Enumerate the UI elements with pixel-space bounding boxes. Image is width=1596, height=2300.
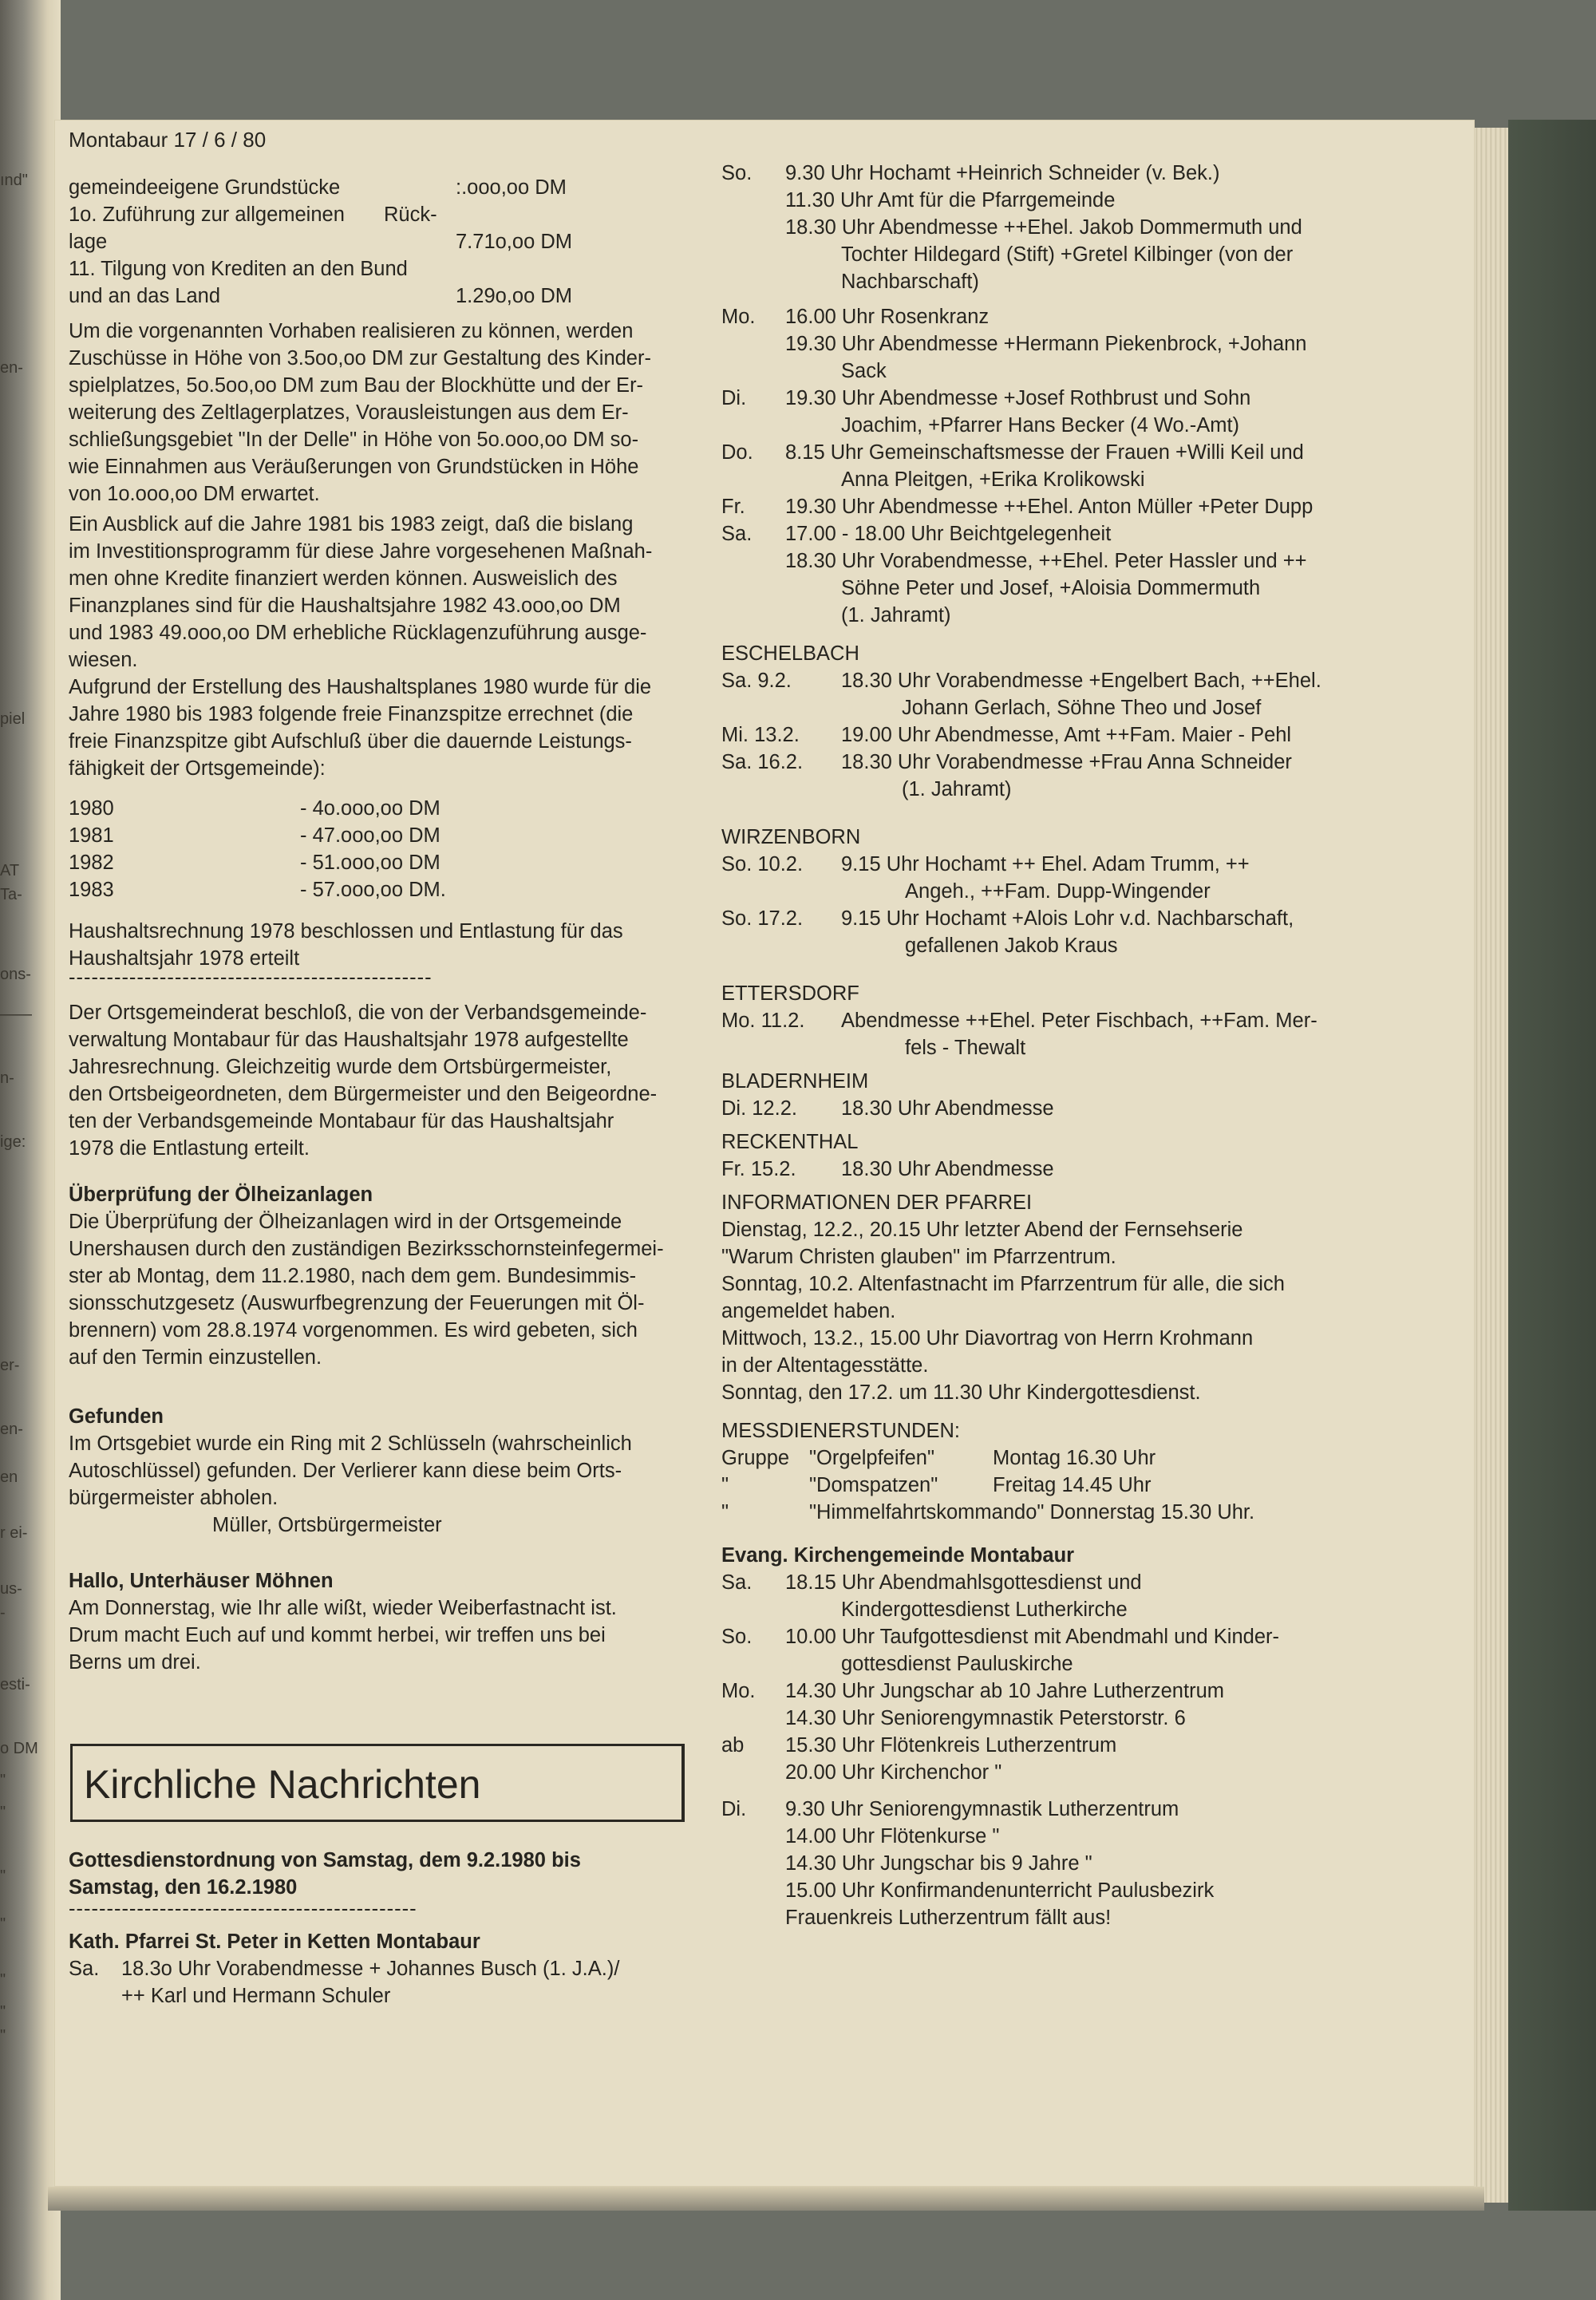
service-line-cell: 14.00 Uhr Flötenkurse " <box>785 1825 1000 1848</box>
budget-line <box>69 174 707 201</box>
mass-line-cell: (1. Jahramt) <box>902 778 1012 800</box>
finanz-row <box>69 822 707 849</box>
mass-line <box>721 412 1456 439</box>
group-row <box>721 1472 1456 1499</box>
mass-line-cell: 19.00 Uhr Abendmesse, Amt ++Fam. Maier - Pehl <box>841 724 1292 746</box>
finanz-row-cell: 1981 <box>69 824 114 847</box>
service-line <box>721 1850 1456 1877</box>
mass-line-cell: So. <box>721 162 753 184</box>
mass-line-cell: Mi. 13.2. <box>721 724 800 746</box>
group-row-cell: Montag 16.30 Uhr <box>993 1447 1156 1469</box>
prev-page-fragment: ige: <box>0 1133 26 1151</box>
prev-page-fragment: " <box>0 2027 6 2045</box>
service-line-cell: 14.30 Uhr Jungschar bis 9 Jahre " <box>785 1852 1092 1875</box>
section-heading-bold: Gefunden <box>69 1405 164 1428</box>
mass-line-cell: Joachim, +Pfarrer Hans Becker (4 Wo.-Amt) <box>841 414 1240 437</box>
group-row-cell: Freitag 14.45 Uhr <box>993 1474 1152 1496</box>
prev-page-fragment: o DM <box>0 1740 38 1757</box>
text-line: Drum macht Euch auf und kommt herbei, wir treffen uns bei <box>69 1624 606 1646</box>
prev-page-fragment: " <box>0 1867 6 1885</box>
mass-line <box>721 667 1456 694</box>
service-line <box>721 1569 1456 1596</box>
text-line: Dienstag, 12.2., 20.15 Uhr letzter Abend der Fernsehserie <box>721 1219 1243 1241</box>
mass-line <box>721 1095 1456 1122</box>
finanz-row-cell: - 47.ooo,oo DM <box>300 824 440 847</box>
text-line: Jahre 1980 bis 1983 folgende freie Finanzspitze errechnet (die <box>69 703 634 725</box>
finanz-row-cell: 1983 <box>69 879 114 901</box>
prev-page-fragment: AT <box>0 862 20 879</box>
mass-line <box>721 905 1456 932</box>
budget-line-cell: 11. Tilgung von Krediten an den Bund <box>69 258 408 280</box>
prev-page-fragment: en- <box>0 1421 23 1438</box>
service-line-cell: ab <box>721 1734 745 1757</box>
prev-page-fragment: en <box>0 1468 18 1486</box>
section-box <box>70 1744 685 1822</box>
text-line: Zuschüsse in Höhe von 3.5oo,oo DM zur Gestaltung des Kinder- <box>69 347 651 370</box>
mass-line-cell: 8.15 Uhr Gemeinschaftsmesse der Frauen +Willi Keil und <box>785 441 1304 464</box>
service-line-cell: 18.15 Uhr Abendmahlsgottesdienst und <box>785 1571 1142 1594</box>
service-line <box>721 1678 1456 1705</box>
mass-line <box>721 1007 1456 1034</box>
budget-line <box>69 201 707 228</box>
service-line-cell: 10.00 Uhr Taufgottesdienst mit Abendmahl und Kinder- <box>785 1626 1279 1648</box>
mass-line-cell: Do. <box>721 441 753 464</box>
group-row <box>721 1499 1456 1526</box>
service-line-cell: Frauenkreis Lutherzentrum fällt aus! <box>785 1907 1112 1929</box>
parish-title: Kath. Pfarrei St. Peter in Ketten Montabaur <box>69 1930 480 1953</box>
village-heading: BLADERNHEIM <box>721 1070 869 1093</box>
mass-line-cell: Mo. <box>721 306 756 328</box>
text-line: Mittwoch, 13.2., 15.00 Uhr Diavortrag von Herrn Krohmann <box>721 1327 1254 1350</box>
prev-page-fragment: —— <box>0 1006 32 1023</box>
text-line: ster ab Montag, dem 11.2.1980, nach dem gem. Bundesimmis- <box>69 1265 637 1287</box>
mass-line <box>721 268 1456 295</box>
text-line: Berns um drei. <box>69 1651 201 1674</box>
mass-line <box>721 878 1456 905</box>
mass-line-cell: Sa. 9.2. <box>721 670 792 692</box>
service-line-cell: Kindergottesdienst Lutherkirche <box>841 1599 1128 1621</box>
budget-line-cell: 7.71o,oo DM <box>456 231 573 253</box>
text-line: Autoschlüssel) gefunden. Der Verlierer kann diese beim Orts- <box>69 1460 622 1482</box>
mass-line-cell: Di. <box>721 387 747 409</box>
mass-line-cell: 17.00 - 18.00 Uhr Beichtgelegenheit <box>785 523 1112 545</box>
text-line: bürgermeister abholen. <box>69 1487 279 1509</box>
mass-line <box>721 303 1456 330</box>
text-line: sionsschutzgesetz (Auswurfbegrenzung der Feuerungen mit Öl- <box>69 1292 645 1314</box>
mass-line <box>721 1034 1456 1061</box>
group-row-cell: Gruppe <box>721 1447 790 1469</box>
service-line-cell: Mo. <box>721 1680 756 1702</box>
mass-line <box>721 547 1456 575</box>
section-heading-bold: Hallo, Unterhäuser Möhnen <box>69 1570 334 1592</box>
prev-page-fragment: us- <box>0 1580 22 1598</box>
mass-line-cell: 18.30 Uhr Vorabendmesse +Frau Anna Schneider <box>841 751 1292 773</box>
service-line <box>721 1650 1456 1678</box>
prev-page-fragment: er- <box>0 1357 20 1374</box>
mass-line-cell: 19.30 Uhr Abendmesse +Hermann Piekenbrock, +Johann <box>785 333 1307 355</box>
mass-line-cell: Sa. <box>721 523 753 545</box>
mass-line <box>69 1955 707 1982</box>
mass-line-cell: 11.30 Uhr Amt für die Pfarrgemeinde <box>785 189 1116 211</box>
service-line-cell: gottesdienst Pauluskirche <box>841 1653 1073 1675</box>
finanz-row-cell: - 51.ooo,oo DM <box>300 852 440 874</box>
prev-page-fragment: " <box>0 2003 6 2021</box>
text-line: ten der Verbandsgemeinde Montabaur für das Haushaltsjahr <box>69 1110 614 1132</box>
prev-page-fragment: " <box>0 1772 6 1789</box>
text-line: Unershausen durch den zuständigen Bezirksschornsteinfegermei- <box>69 1238 664 1260</box>
mass-line <box>721 330 1456 358</box>
mass-line <box>721 776 1456 803</box>
mass-line-cell: 18.30 Uhr Abendmesse <box>841 1158 1054 1180</box>
section-box-title: Kirchliche Nachrichten <box>84 1762 481 1807</box>
budget-line <box>69 255 707 283</box>
mass-line-cell: gefallenen Jakob Kraus <box>905 935 1118 957</box>
text-line: in der Altentagesstätte. <box>721 1354 929 1377</box>
service-line-cell: So. <box>721 1626 753 1648</box>
mass-line <box>721 575 1456 602</box>
mass-line-cell: Tochter Hildegard (Stift) +Gretel Kilbinger (von der <box>841 243 1294 266</box>
budget-line-cell: lage <box>69 231 108 253</box>
finanz-row <box>69 849 707 876</box>
section-heading-bold: Überprüfung der Ölheizanlagen <box>69 1184 373 1206</box>
mass-line-cell: So. 10.2. <box>721 853 804 875</box>
left-column-church <box>69 1847 707 2010</box>
budget-line-cell: Rück- <box>384 204 437 226</box>
service-line-cell: 14.30 Uhr Seniorengymnastik Peterstorstr. 6 <box>785 1707 1186 1729</box>
mass-line <box>721 241 1456 268</box>
prev-page-fragment: ons- <box>0 966 31 983</box>
section-heading: MESSDIENERSTUNDEN: <box>721 1420 960 1442</box>
prev-page-fragment: " <box>0 1971 6 1989</box>
text-line: den Ortsbeigeordneten, dem Bürgermeister und den Beigeordne- <box>69 1083 658 1105</box>
section-heading: Haushaltsrechnung 1978 beschlossen und Entlastung für das <box>69 920 623 943</box>
finanz-row <box>69 876 707 903</box>
text-line: brennern) vom 28.8.1974 vorgenommen. Es wird gebeten, sich <box>69 1319 638 1342</box>
text-line: Am Donnerstag, wie Ihr alle wißt, wieder Weiberfastnacht ist. <box>69 1597 617 1619</box>
budget-line-cell: gemeindeeigene Grundstücke <box>69 176 341 199</box>
service-line-cell: Sa. <box>721 1571 753 1594</box>
schedule-title: Samstag, den 16.2.1980 <box>69 1876 298 1899</box>
service-line-cell: 15.00 Uhr Konfirmandenunterricht Paulusbezirk <box>785 1879 1215 1902</box>
left-column <box>69 174 707 1676</box>
mass-line-cell: Johann Gerlach, Söhne Theo und Josef <box>902 697 1262 719</box>
mass-line-cell: 18.3o Uhr Vorabendmesse + Johannes Busch (1. J.A.)/ <box>121 1958 620 1980</box>
mass-line <box>721 694 1456 721</box>
prev-page-fragment: n- <box>0 1069 14 1087</box>
service-line <box>721 1759 1456 1786</box>
prev-page-fragment: piel <box>0 710 26 728</box>
mass-line <box>721 602 1456 629</box>
page-header: Montabaur 17 / 6 / 80 <box>69 128 267 152</box>
mass-line-cell: 18.30 Uhr Abendmesse ++Ehel. Jakob Dommermuth und <box>785 216 1302 239</box>
mass-line-cell: fels - Thewalt <box>905 1037 1026 1059</box>
service-line <box>721 1823 1456 1850</box>
text-line: Im Ortsgebiet wurde ein Ring mit 2 Schlüsseln (wahrscheinlich <box>69 1433 632 1455</box>
mass-line <box>721 493 1456 520</box>
group-row-cell: "Domspatzen" <box>809 1474 938 1496</box>
text-line: spielplatzes, 5o.5oo,oo DM zum Bau der Blockhütte und der Er- <box>69 374 644 397</box>
mass-line <box>721 385 1456 412</box>
prev-page-fragment: " <box>0 1915 6 1933</box>
mass-line <box>721 466 1456 493</box>
text-line: Der Ortsgemeinderat beschloß, die von der Verbandsgemeinde- <box>69 1002 647 1024</box>
mass-line-cell: Angeh., ++Fam. Dupp-Wingender <box>905 880 1211 903</box>
text-line: Sonntag, den 17.2. um 11.30 Uhr Kindergottesdienst. <box>721 1381 1201 1404</box>
mass-line-cell: (1. Jahramt) <box>841 604 951 626</box>
dashed-rule: ------------------------------------------------ <box>69 966 433 989</box>
text-line: wie Einnahmen aus Veräußerungen von Grundstücken in Höhe <box>69 456 639 478</box>
budget-line-cell: :.ooo,oo DM <box>456 176 567 199</box>
page-bottom-edge <box>48 2187 1484 2211</box>
village-heading: RECKENTHAL <box>721 1131 859 1153</box>
finanz-row-cell: 1982 <box>69 852 114 874</box>
text-line: 1978 die Entlastung erteilt. <box>69 1137 310 1160</box>
mass-line-cell: Sa. <box>69 1958 100 1980</box>
parish-title: Evang. Kirchengemeinde Montabaur <box>721 1544 1075 1567</box>
mass-line-cell: 16.00 Uhr Rosenkranz <box>785 306 990 328</box>
village-heading: ESCHELBACH <box>721 642 859 665</box>
mass-line <box>69 1982 707 2010</box>
mass-line <box>721 721 1456 749</box>
text-line: im Investitionsprogramm für diese Jahre vorgesehenen Maßnah- <box>69 540 653 563</box>
mass-line <box>721 749 1456 776</box>
service-line-cell: 9.30 Uhr Seniorengymnastik Lutherzentrum <box>785 1798 1179 1820</box>
group-row-cell: " <box>721 1501 729 1523</box>
group-row-cell: " <box>721 1474 729 1496</box>
finanz-row-cell: - 57.ooo,oo DM. <box>300 879 446 901</box>
service-line <box>721 1596 1456 1623</box>
service-line <box>721 1705 1456 1732</box>
text-line: weiterung des Zeltlagerplatzes, Vorausleistungen aus dem Er- <box>69 401 629 424</box>
text-line: Finanzplanes sind für die Haushaltsjahre 1982 43.ooo,oo DM <box>69 595 621 617</box>
budget-line-cell: 1.29o,oo DM <box>456 285 573 307</box>
group-row <box>721 1444 1456 1472</box>
prev-page-fragment: - <box>0 1604 6 1622</box>
mass-line-cell: 19.30 Uhr Abendmesse ++Ehel. Anton Müller +Peter Dupp <box>785 496 1314 518</box>
service-line <box>721 1732 1456 1759</box>
prev-page-fragment: " <box>0 1804 6 1821</box>
group-row-cell: "Orgelpfeifen" <box>809 1447 935 1469</box>
service-line <box>721 1796 1456 1823</box>
text-line: wiesen. <box>69 649 138 671</box>
service-line-cell: Di. <box>721 1798 747 1820</box>
right-column <box>721 160 1456 1931</box>
previous-page-edge <box>0 112 61 2155</box>
mass-line-cell: Fr. <box>721 496 745 518</box>
text-line: Ein Ausblick auf die Jahre 1981 bis 1983 zeigt, daß die bislang <box>69 513 634 535</box>
text-line: Um die vorgenannten Vorhaben realisieren zu können, werden <box>69 320 634 342</box>
text-line: Sonntag, 10.2. Altenfastnacht im Pfarrzentrum für alle, die sich <box>721 1273 1285 1295</box>
text-line: Die Überprüfung der Ölheizanlagen wird in der Ortsgemeinde <box>69 1211 622 1233</box>
finanz-row-cell: 1980 <box>69 797 114 820</box>
text-line: schließungsgebiet "In der Delle" in Höhe von 5o.ooo,oo DM so- <box>69 429 639 451</box>
mass-line-cell: Di. 12.2. <box>721 1097 797 1120</box>
mass-line-cell: 19.30 Uhr Abendmesse +Josef Rothbrust und Sohn <box>785 387 1251 409</box>
text-line: "Warum Christen glauben" im Pfarrzentrum. <box>721 1246 1116 1268</box>
mass-line-cell: Söhne Peter und Josef, +Aloisia Dommermuth <box>841 577 1261 599</box>
mass-line <box>721 358 1456 385</box>
prev-page-fragment: esti- <box>0 1676 30 1693</box>
text-line: verwaltung Montabaur für das Haushaltsjahr 1978 aufgestellte <box>69 1029 629 1051</box>
mass-line-cell: Sa. 16.2. <box>721 751 804 773</box>
mass-line-cell: 18.30 Uhr Vorabendmesse, ++Ehel. Peter Hassler und ++ <box>785 550 1307 572</box>
budget-line <box>69 283 707 310</box>
mass-line-cell: Abendmesse ++Ehel. Peter Fischbach, ++Fam. Mer- <box>841 1010 1317 1032</box>
mass-line-cell: 18.30 Uhr Abendmesse <box>841 1097 1054 1120</box>
mass-line <box>721 439 1456 466</box>
mass-line-cell: 18.30 Uhr Vorabendmesse +Engelbert Bach, ++Ehel. <box>841 670 1321 692</box>
service-line-cell: 14.30 Uhr Jungschar ab 10 Jahre Lutherzentrum <box>785 1680 1224 1702</box>
mass-line-cell: Anna Pleitgen, +Erika Krolikowski <box>841 468 1145 491</box>
mass-line-cell: So. 17.2. <box>721 907 804 930</box>
text-line: freie Finanzspitze gibt Aufschluß über die dauernde Leistungs- <box>69 730 632 753</box>
mass-line <box>721 520 1456 547</box>
service-line <box>721 1877 1456 1904</box>
finanz-row <box>69 795 707 822</box>
budget-line-cell: 1o. Zuführung zur allgemeinen <box>69 204 345 226</box>
text-line: Jahresrechnung. Gleichzeitig wurde dem Ortsbürgermeister, <box>69 1056 612 1078</box>
mass-line-cell: Nachbarschaft) <box>841 271 979 293</box>
mass-line-cell: 9.15 Uhr Hochamt +Alois Lohr v.d. Nachbarschaft, <box>841 907 1294 930</box>
finanz-row-cell: - 4o.ooo,oo DM <box>300 797 440 820</box>
text-line: angemeldet haben. <box>721 1300 896 1322</box>
mass-line-cell: Fr. 15.2. <box>721 1158 796 1180</box>
mass-line-cell: ++ Karl und Hermann Schuler <box>121 1985 391 2007</box>
text-line: auf den Termin einzustellen. <box>69 1346 322 1369</box>
mass-line <box>721 851 1456 878</box>
mass-line-cell: Mo. 11.2. <box>721 1010 805 1032</box>
village-heading: ETTERSDORF <box>721 982 859 1005</box>
service-line-cell: 15.30 Uhr Flötenkreis Lutherzentrum <box>785 1734 1117 1757</box>
prev-page-fragment: r ei- <box>0 1524 28 1542</box>
text-line: men ohne Kredite finanziert werden können. Ausweislich des <box>69 567 618 590</box>
schedule-title: Gottesdienstordnung von Samstag, dem 9.2.1980 bis <box>69 1849 581 1871</box>
mass-line-cell: 9.15 Uhr Hochamt ++ Ehel. Adam Trumm, ++ <box>841 853 1250 875</box>
text-line: fähigkeit der Ortsgemeinde): <box>69 757 326 780</box>
text-line: Aufgrund der Erstellung des Haushaltsplanes 1980 wurde für die <box>69 676 652 698</box>
prev-page-fragment: ınd" <box>0 172 28 189</box>
mass-line <box>721 1156 1456 1183</box>
service-line <box>721 1623 1456 1650</box>
section-heading: INFORMATIONEN DER PFARREI <box>721 1191 1033 1214</box>
text-line: von 1o.ooo,oo DM erwartet. <box>69 483 320 505</box>
budget-line-cell: und an das Land <box>69 285 221 307</box>
dashed-rule: ---------------------------------------------- <box>69 1898 417 1920</box>
service-line <box>721 1904 1456 1931</box>
section-heading: Haushaltsjahr 1978 erteilt <box>69 947 300 970</box>
prev-page-fragment: en- <box>0 359 23 377</box>
village-heading: WIRZENBORN <box>721 826 861 848</box>
group-row-cell: "Himmelfahrtskommando" Donnerstag 15.30 Uhr. <box>809 1501 1255 1523</box>
mass-line <box>721 932 1456 959</box>
mass-line <box>721 187 1456 214</box>
mass-line-cell: 9.30 Uhr Hochamt +Heinrich Schneider (v. Bek.) <box>785 162 1220 184</box>
signature: Müller, Ortsbürgermeister <box>212 1514 442 1536</box>
book-cover <box>1508 120 1596 2211</box>
mass-line <box>721 160 1456 187</box>
prev-page-fragment: Ta- <box>0 886 22 903</box>
mass-line <box>721 214 1456 241</box>
text-line: und 1983 49.ooo,oo DM erhebliche Rücklagenzuführung ausge- <box>69 622 647 644</box>
service-line-cell: 20.00 Uhr Kirchenchor " <box>785 1761 1002 1784</box>
budget-line <box>69 228 707 255</box>
mass-line-cell: Sack <box>841 360 887 382</box>
